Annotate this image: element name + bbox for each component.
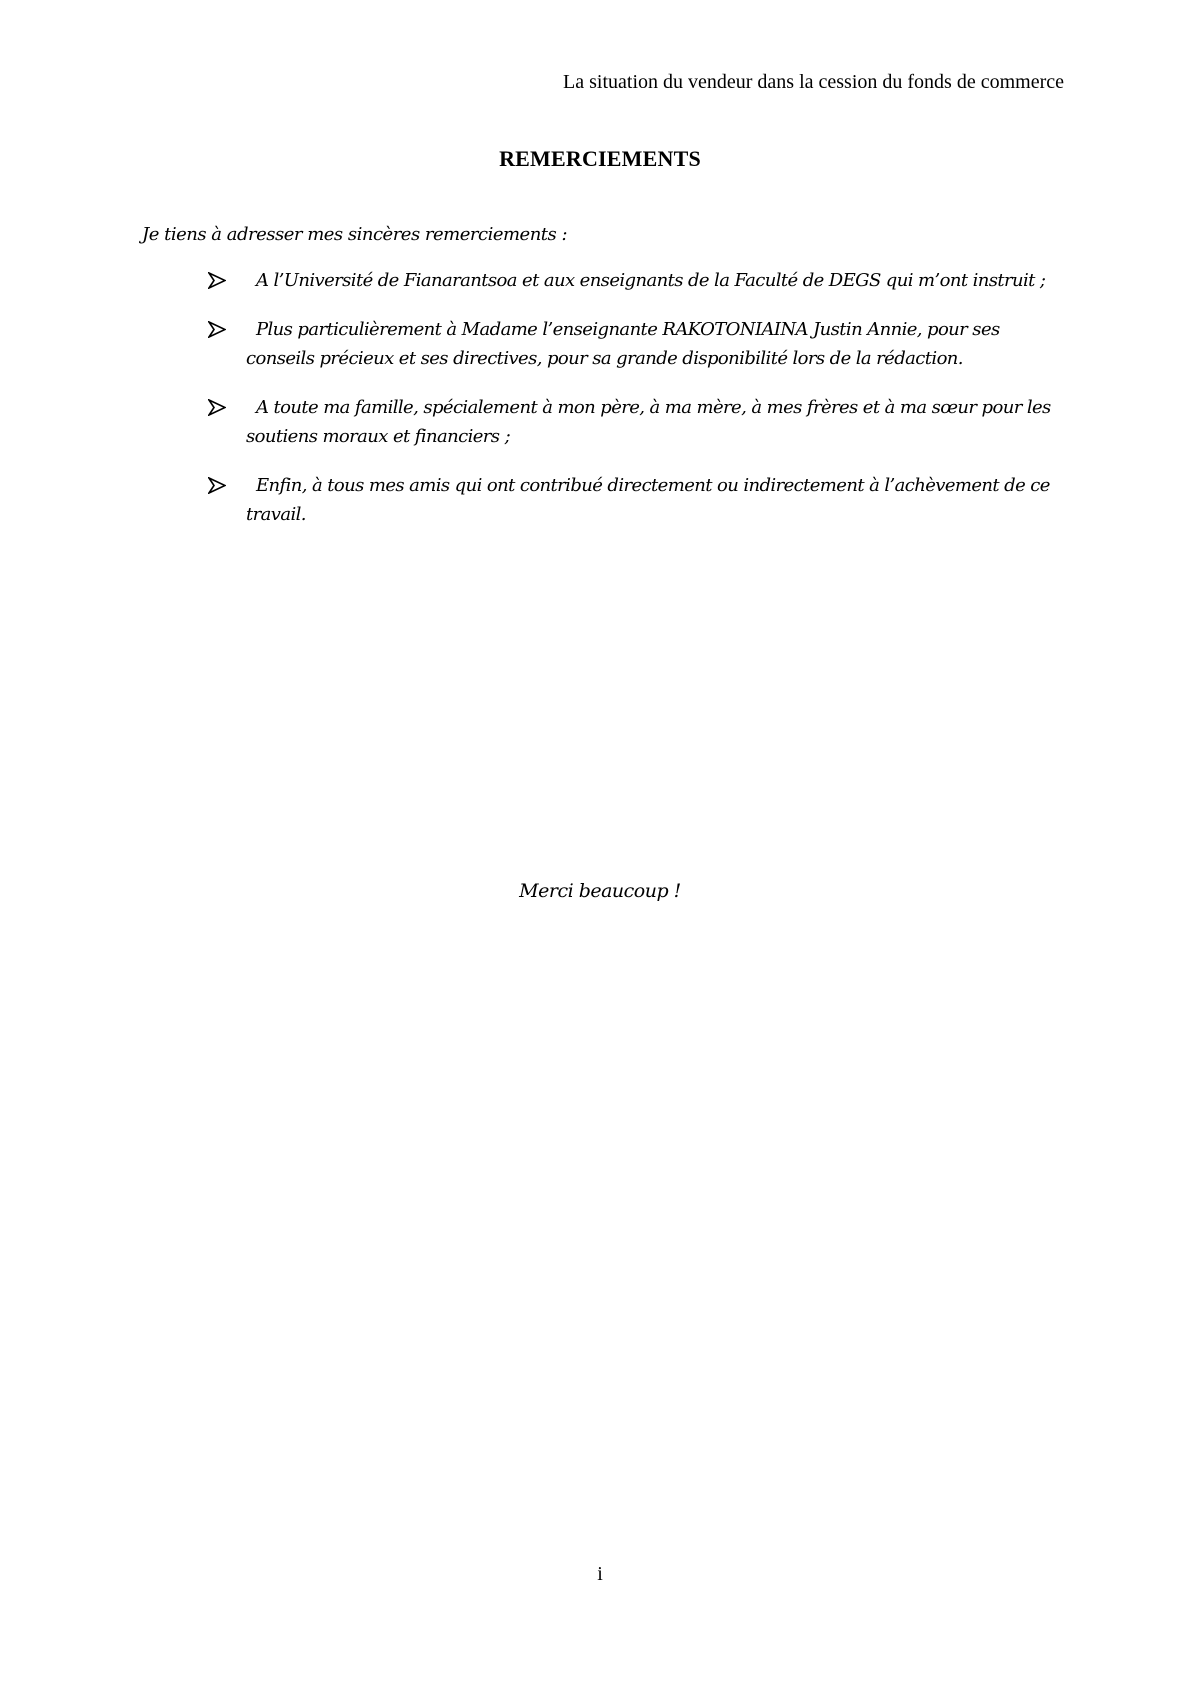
page-number: i — [597, 1563, 603, 1585]
closing-thanks: Merci beaucoup ! — [519, 880, 681, 902]
running-header: La situation du vendeur dans la cession du fonds de commerce — [563, 71, 1064, 93]
arrowhead-bullet-icon — [208, 399, 226, 416]
arrowhead-bullet-icon — [208, 477, 226, 494]
intro-sentence: Je tiens à adresser mes sincères remerciements : — [142, 224, 568, 245]
list-item-text: Enfin, à tous mes amis qui ont contribué directement ou indirectement à l’achèvement de ce travail. — [246, 475, 1050, 525]
list-item — [208, 393, 1068, 451]
list-item-text: Plus particulièrement à Madame l’enseignante RAKOTONIAINA Justin Annie, pour ses conseils précieux et ses directives, pour sa grande disponibilité lors de la rédaction. — [246, 319, 1000, 369]
list-item — [208, 266, 1068, 295]
list-item — [208, 471, 1068, 529]
arrowhead-bullet-icon — [208, 272, 226, 289]
page-title: REMERCIEMENTS — [499, 146, 701, 171]
arrowhead-bullet-icon — [208, 321, 226, 338]
acknowledgement-list — [208, 266, 1068, 549]
list-item-text: A l’Université de Fianarantsoa et aux enseignants de la Faculté de DEGS qui m’ont instruit ; — [256, 270, 1046, 291]
list-item — [208, 315, 1068, 373]
list-item-text: A toute ma famille, spécialement à mon père, à ma mère, à mes frères et à ma sœur pour les soutiens moraux et financiers ; — [246, 397, 1051, 447]
